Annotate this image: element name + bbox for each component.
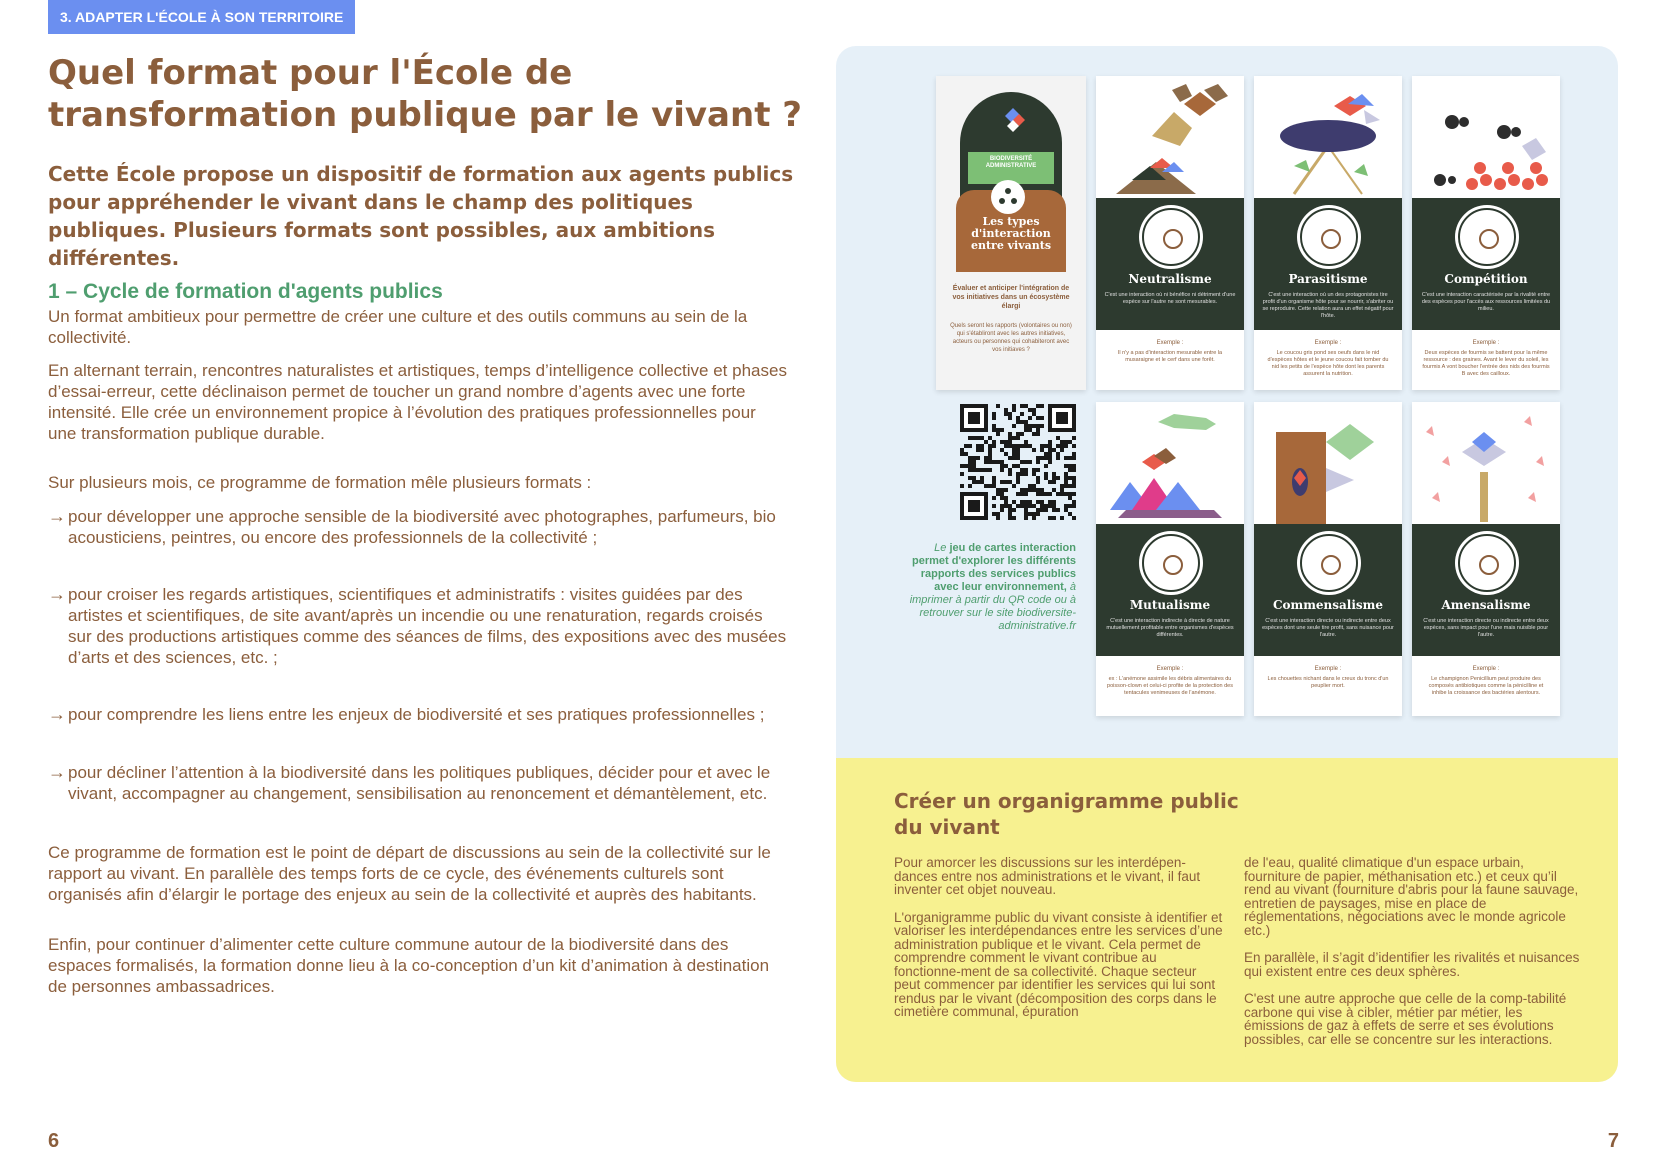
example-text: Les chouettes nichant dans le creux du tronc d'un peuplier mort. [1267, 676, 1389, 689]
bullet-item [48, 704, 788, 725]
card-commensalisme [1254, 402, 1402, 716]
interaction-cycle-icon [1300, 534, 1358, 592]
page-number-right: 7 [1607, 1130, 1619, 1152]
example-text: Il n'y a pas d'interaction mesurable entre la musaraigne et le cerf dans une forêt. [1117, 350, 1223, 363]
qr-caption-bold: jeu de cartes interaction permet d'explorer les différents rapports des services publics avec leur environnement, [911, 542, 1076, 593]
arrow-right-icon: → [48, 506, 66, 526]
bullet-item [48, 506, 788, 548]
callout-paragraph: C'est une autre approche que celle de la comp-tabilité carbone qui vise à cibler, métier par métier, les émissions de gaz à effets de serre et ses évolutions possibles, car elle se concentre sur les interactions. [1244, 991, 1567, 1047]
callout-paragraph: Pour amorcer les discussions sur les interdépen-dances entre nos administrations et le vivant, il faut inventer cet objet nouveau. [894, 855, 1201, 897]
callout-paragraph: L'organigramme public du vivant consiste à identifier et valoriser les interdépendances entre les services d’une administration publique et le vivant. Cela permet de comprendre comment le vivant contribue au fonctionne-ment de sa collectivité. Chaque secteur peut commencer par identifier les services qui lui sont rendus par le vivant (décomposition des corps dans le cimetière communal, épuration [894, 909, 1223, 1019]
cover-title: Les types d'interaction entre vivants [970, 215, 1052, 252]
bullet-text: pour croiser les regards artistiques, scientifiques et administratifs : visites guidées par des artistes et scientifiques, de site avant/après un incendie ou une renaturation, regards croisés sur des productions artistiques comme des séances de films, des expositions avec des musées d’arts et des sciences, etc. ; [68, 585, 787, 667]
card-competition [1412, 76, 1560, 390]
bullet-text: pour décliner l’attention à la biodiversité dans les politiques publiques, décider pour et avec le vivant, accompagner au changement, sensibilisation au renoncement et démantèlement, etc. [68, 763, 771, 803]
diamond-logo-icon [960, 92, 1062, 152]
fungus-illustration [1412, 402, 1560, 524]
anemone-illustration [1096, 402, 1244, 524]
page-number-left: 6 [48, 1130, 60, 1152]
intro-text: Cette École propose un dispositif de formation aux agents publics pour appréhender le vivant dans le champ des politiques publiques. Plusieurs formats sont possibles, aux ambitions différentes. [48, 162, 794, 270]
example-text: ex : L'anémone assimile les débris alimentaires du poisson-clown et celui-ci profite de la protection des tentacules venimeuses de l'anémone. [1107, 676, 1233, 696]
arrow-right-icon: → [48, 584, 66, 604]
card-title: Amensalisme [1441, 598, 1531, 612]
paragraph-1: Un format ambitieux pour permettre de créer une culture et des outils communs au sein de la collectivité. [48, 307, 748, 347]
card-body [1254, 524, 1402, 656]
example-text: Le coucou gris pond ses oeufs dans le nid d'espèces hôtes et le jeune coucou fait tomber du nid les petits de l'espèce hôte dont les parents assurent la nutrition. [1267, 350, 1389, 377]
card-parasitisme [1254, 76, 1402, 390]
qr-caption-italic: à imprimer à partir du QR code ou à retrouver sur le site biodiversite-administrative.fr [909, 581, 1076, 632]
card-body [1412, 524, 1560, 656]
callout-column-2 [1244, 856, 1584, 1060]
interaction-cycle-icon [1458, 534, 1516, 592]
bullet-text: pour développer une approche sensible de la biodiversité avec photographes, parfumeurs, bio acousticiens, peintres, ou encore des professionnels de la collectivité ; [68, 507, 776, 547]
card-body [1096, 198, 1244, 330]
card-amensalisme [1412, 402, 1560, 716]
cover-card [936, 76, 1086, 390]
example-label: Exemple : [1314, 340, 1342, 346]
card-title: Neutralisme [1128, 272, 1212, 286]
interaction-cycle-icon [1142, 534, 1200, 592]
card-description: C'est une interaction directe ou indirecte entre deux espèces dont une seule tire profit, sans nuisance pour l'autre. [1262, 618, 1394, 638]
card-description: C'est une interaction où ni bénéfice ni détriment d'une espèce sur l'autre ne sont mesurables. [1104, 292, 1236, 305]
closing-paragraph-2: Enfin, pour continuer d’alimenter cette culture commune autour de la biodiversité dans des espaces formalisés, la formation donne lieu à la co-conception d’un kit d’animation à destination de personnes ambassadrices. [48, 935, 770, 996]
moose-illustration [1096, 76, 1244, 198]
tree-owl-illustration [1254, 402, 1402, 524]
example-text: Deux espèces de fourmis se battent pour la même ressource : des graines. Avant le lever du soleil, les fourmis A vont boucher l'entrée des nids des fourmis B avec des cailloux. [1422, 350, 1550, 377]
card-title: Commensalisme [1272, 598, 1384, 612]
bullet-text: pour comprendre les liens entre les enjeux de biodiversité et ses pratiques professionnelles ; [68, 705, 765, 724]
section-subheading: 1 – Cycle de formation d'agents publics [48, 280, 443, 303]
card-mutualisme [1096, 402, 1244, 716]
callout-paragraph: En parallèle, il s’agit d’identifier les rivalités et nuisances qui existent entre ces deux sphères. [1244, 950, 1580, 979]
card-title: Mutualisme [1129, 598, 1211, 612]
card-title: Parasitisme [1288, 272, 1368, 286]
example-label: Exemple : [1472, 340, 1500, 346]
qr-caption-intro: Le [934, 542, 950, 554]
example-label: Exemple : [1472, 666, 1500, 672]
qr-code[interactable] [960, 404, 1076, 520]
card-description: C'est une interaction directe ou indirecte entre deux espèces, sans impact pour l'une mais nuisible pour l'autre. [1423, 618, 1549, 638]
example-label: Exemple : [1156, 666, 1184, 672]
card-description: C'est une interaction où un des protagonistes tire profit d'un organisme hôte pour se nourrir, s'abriter ou se reproduire. Cette relation aura un effet négatif pour l'hôte. [1262, 292, 1394, 319]
nest-illustration [1254, 76, 1402, 198]
qr-caption [896, 542, 1076, 633]
interaction-cycle-icon [991, 180, 1025, 214]
example-label: Exemple : [1314, 666, 1342, 672]
callout-title: Créer un organigramme public du vivant [894, 789, 1239, 839]
card-description: C'est une interaction indirecte à directe de nature mutuellement profitable entre organismes d'espèces différentes. [1106, 618, 1234, 638]
callout-column-1 [894, 856, 1224, 1033]
closing-paragraph-1: Ce programme de formation est le point de départ de discussions au sein de la collectivité sur le rapport au vivant. En parallèle des temps forts de ce cycle, des événements culturels sont organisés afin d’élargir le portage des enjeux au sein de la collectivité et auprès des habitants. [48, 843, 771, 904]
card-body [1412, 198, 1560, 330]
card-body [1096, 524, 1244, 656]
example-label: Exemple : [1156, 340, 1184, 346]
paragraph-3: Sur plusieurs mois, ce programme de formation mêle plusieurs formats : [48, 473, 592, 492]
interaction-cycle-icon [1300, 208, 1358, 266]
arrow-right-icon: → [48, 704, 66, 724]
bullet-item [48, 762, 788, 804]
ants-illustration [1412, 76, 1560, 198]
card-neutralisme [1096, 76, 1244, 390]
card-body [1254, 198, 1402, 330]
page-title: Quel format pour l'École de transformation publique par le vivant ? [48, 53, 803, 135]
cover-question: Quels seront les rapports (volontaires ou non) qui s'établiront avec les autres initiatives, acteurs ou personnes qui cohabiteront avec vos initiaves ? [950, 323, 1072, 353]
bullet-item [48, 584, 788, 668]
callout-block [836, 758, 1618, 1082]
badge-text: BIODIVERSITÉ ADMINISTRATIVE [985, 156, 1037, 169]
section-tag: 3. ADAPTER L'ÉCOLE À SON TERRITOIRE [48, 0, 355, 34]
cover-subtitle: Évaluer et anticiper l'intégration de vos initiatives dans un écosystème élargi [952, 285, 1070, 310]
callout-paragraph: de l'eau, qualité climatique d'un espace urbain, fourniture de papier, méthanisation etc.) et ceux qu’il rend au vivant (fourniture d'abris pour la faune sauvage, entretien de paysages, mise en place de réglementations, négociations avec le monde agricole etc.) [1244, 855, 1579, 938]
example-text: Le champignon Penicillium peut produire des composés antibiotiques comme la pénicilline et inhibe la croissance des bactéries alentours. [1428, 676, 1544, 696]
card-title: Compétition [1444, 272, 1528, 286]
interaction-cycle-icon [1142, 208, 1200, 266]
arrow-right-icon: → [48, 762, 66, 782]
card-description: C'est une interaction caractérisée par la rivalité entre des espèces pour l'accès aux ressources limitées du milieu. [1421, 292, 1551, 312]
paragraph-2: En alternant terrain, rencontres naturalistes et artistiques, temps d’intelligence collective et phases d’essai-erreur, cette déclinaison permet de toucher un grand nombre d’agents avec une forte intensité. Elle crée un environnement propice à l’évolution des pratiques professionnelles pour une transformation publique durable. [48, 361, 787, 443]
right-panel [836, 46, 1618, 1082]
interaction-cycle-icon [1458, 208, 1516, 266]
